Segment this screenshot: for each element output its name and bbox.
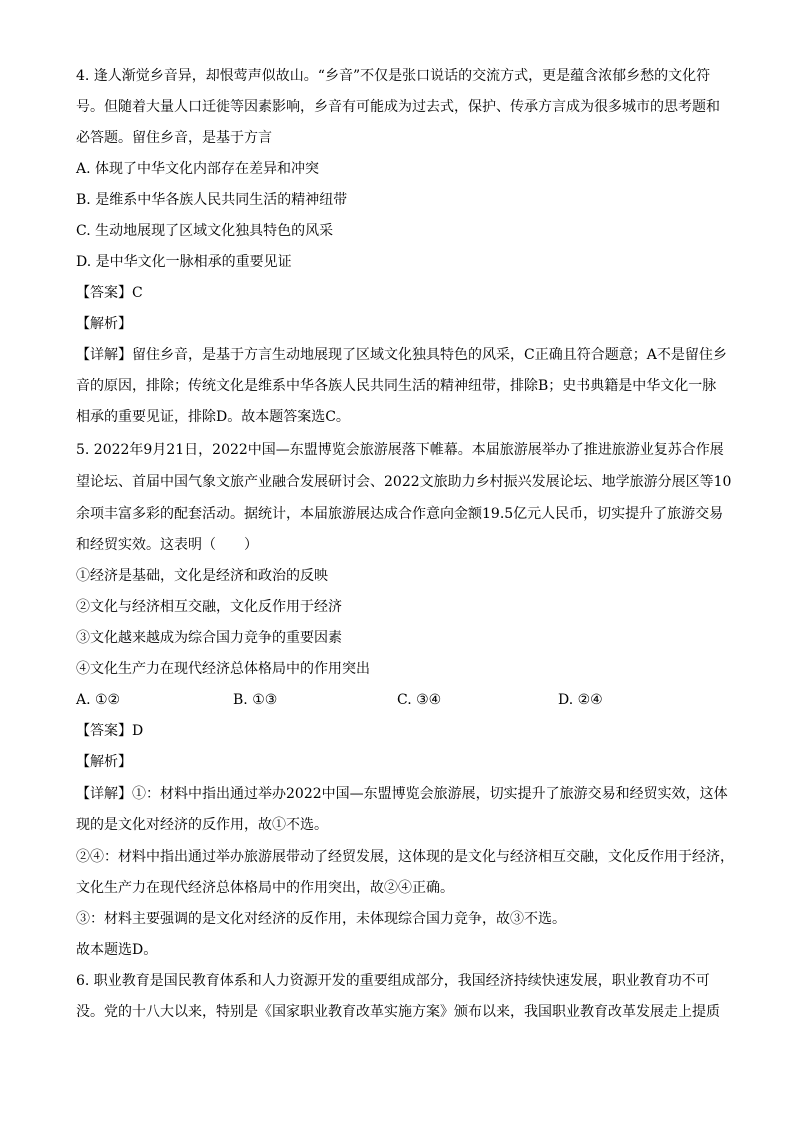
q4-stem-line-1: 4. 逢人渐觉乡音异，却恨莺声似故山。“乡音”不仅是张口说话的交流方式，更是蕴含浓郁乡愁的文化符: [76, 68, 711, 84]
q4-option-b: B. 是维系中华各族人民共同生活的精神纽带: [76, 192, 348, 208]
q5-detail-line-1: 【详解】①：材料中指出通过举办2022中国—东盟博览会旅游展，切实提升了旅游交易和经贸实效，这体: [76, 786, 728, 802]
q4-option-c: C. 生动地展现了区域文化独具特色的风采: [76, 223, 334, 239]
q5-stem-line-2: 望论坛、首届中国气象文旅产业融合发展研讨会、2022文旅助力乡村振兴发展论坛、地学旅游分展区等10: [76, 474, 732, 490]
q5-statement-2: ②文化与经济相互交融，文化反作用于经济: [76, 599, 342, 615]
q4-detail-line-2: 音的原因，排除；传统文化是维系中华各族人民共同生活的精神纽带，排除B；史书典籍是中华文化一脉: [76, 378, 717, 394]
q4-stem-line-2: 号。但随着大量人口迁徙等因素影响，乡音有可能成为过去式，保护、传承方言成为很多城市的思考题和: [76, 99, 720, 115]
q5-analysis-label: 【解析】: [76, 754, 132, 770]
q5-statement-3: ③文化越来越成为综合国力竞争的重要因素: [76, 630, 342, 646]
q5-statement-1: ①经济是基础，文化是经济和政治的反映: [76, 568, 328, 584]
q4-detail-line-1: 【详解】留住乡音，是基于方言生动地展现了区域文化独具特色的风采，C正确且符合题意；A不是留住乡: [76, 347, 727, 363]
q5-detail-line-5: ③：材料主要强调的是文化对经济的反作用，未体现综合国力竞争，故③不选。: [76, 911, 566, 927]
q6-stem-line-2: 没。党的十八大以来，特别是《国家职业教育改革实施方案》颁布以来，我国职业教育改革发展走上提质: [76, 1004, 720, 1020]
q5-detail-line-2: 现的是文化对经济的反作用，故①不选。: [76, 817, 328, 833]
q4-option-d: D. 是中华文化一脉相承的重要见证: [76, 254, 292, 270]
q4-analysis-label: 【解析】: [76, 316, 132, 332]
q4-detail-line-3: 相承的重要见证，排除D。故本题答案选C。: [76, 409, 350, 425]
q6-stem-line-1: 6. 职业教育是国民教育体系和人力资源开发的重要组成部分，我国经济持续快速发展，职业教育功不可: [76, 973, 710, 989]
q5-statement-4: ④文化生产力在现代经济总体格局中的作用突出: [76, 661, 370, 677]
q4-answer: 【答案】C: [76, 285, 143, 301]
q4-option-a: A. 体现了中华文化内部存在差异和冲突: [76, 161, 320, 177]
q5-option-d: D. ②④: [558, 692, 603, 708]
q5-stem-line-3: 余项丰富多彩的配套活动。据统计，本届旅游展达成合作意向金额19.5亿元人民币，切实提升了旅游交易: [76, 506, 724, 522]
q5-detail-line-3: ②④：材料中指出通过举办旅游展带动了经贸发展，这体现的是文化与经济相互交融，文化反作用于经济，: [76, 849, 734, 865]
q5-option-c: C. ③④: [397, 692, 442, 708]
q5-option-b: B. ①③: [233, 692, 278, 708]
q5-detail-line-6: 故本题选D。: [76, 942, 158, 958]
q5-detail-line-4: 文化生产力在现代经济总体格局中的作用突出，故②④正确。: [76, 880, 454, 896]
q5-options-row: [76, 690, 736, 710]
q4-stem-line-3: 必答题。留住乡音，是基于方言: [76, 130, 272, 146]
q5-answer: 【答案】D: [76, 723, 144, 739]
q5-stem-line-1: 5. 2022年9月21日，2022中国—东盟博览会旅游展落下帷幕。本届旅游展举办了推进旅游业复苏合作展: [76, 442, 724, 458]
q5-stem-line-4: 和经贸实效。这表明（ ）: [76, 537, 258, 553]
q5-option-a: A. ①②: [76, 692, 121, 708]
